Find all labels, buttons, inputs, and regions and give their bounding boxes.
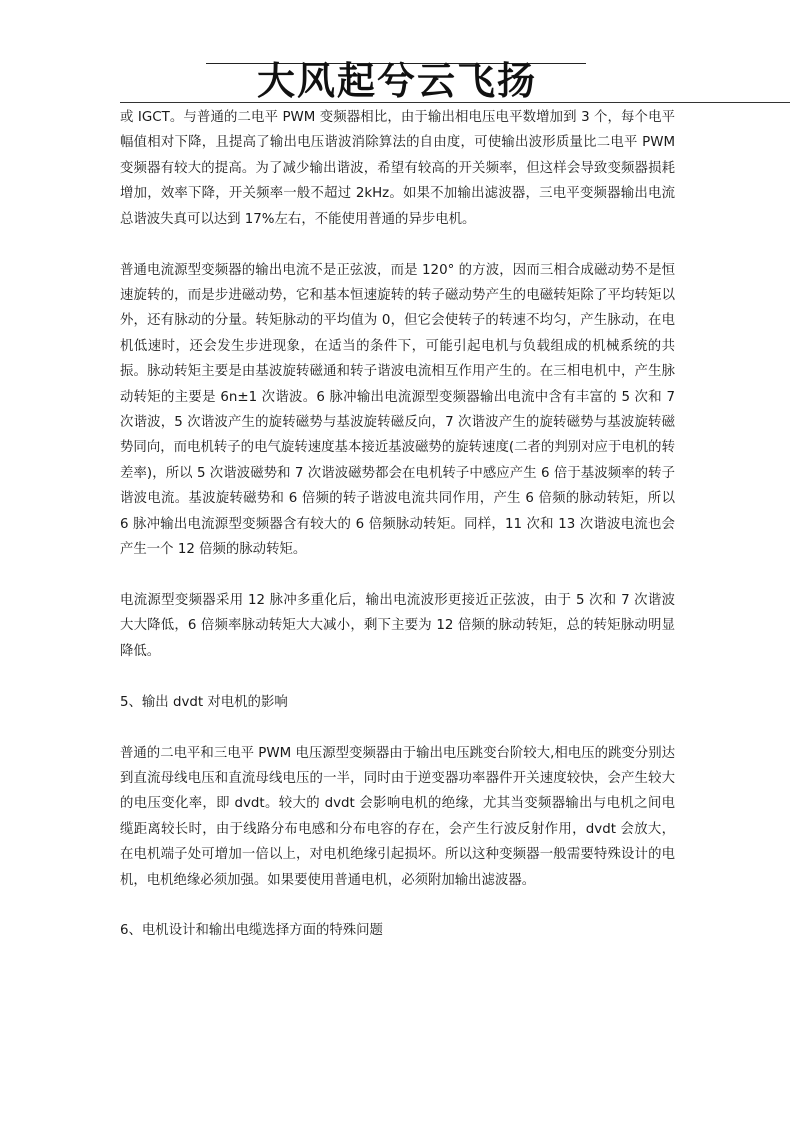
section-heading-5: 5、输出 dvdt 对电机的影响 <box>120 694 288 710</box>
document-body <box>120 105 675 944</box>
paragraph-igct: 或 IGCT。与普通的二电平 PWM 变频器相比，由于输出相电压电平数增加到 3 个，每个电平幅值相对下降，且提高了输出电压谐波消除算法的自由度，可使输出波形质量比二电平 PWM 变频器有较大的提高。为了减少输出谐波，希望有较高的开关频率，但这样会导致变频器损耗增加，效率下降，开关频率一般不超过 2kHz。如果不加输出滤波器，三电平变频器输出电流总谐波失真可以达到 17%左右，不能使用普通的异步电机。 <box>120 110 675 227</box>
paragraph-12-pulse: 电流源型变频器采用 12 脉冲多重化后，输出电流波形更接近正弦波，由于 5 次和 7 次谐波大大降低，6 倍频率脉动转矩大大减小，剩下主要为 12 倍频的脉动转矩，总的转矩脉动明显降低。 <box>120 592 675 659</box>
section-heading-6: 6、电机设计和输出电缆选择方面的特殊问题 <box>120 923 383 939</box>
header-bottom-rule <box>120 102 790 103</box>
header-logo: 大风起兮云飞扬 <box>256 58 537 103</box>
paragraph-dvdt: 普通的二电平和三电平 PWM 电压源型变频器由于输出电压跳变台阶较大,相电压的跳变分别达到直流母线电压和直流母线电压的一半，同时由于逆变器功率器件开关速度较快，会产生较大的电压变化率，即 dvdt。较大的 dvdt 会影响电机的绝缘，尤其当变频器输出与电机之间电缆距离较长时，由于线路分布电感和分布电容的存在，会产生行波反射作用，dvdt 会放大，在电机端子处可增加一倍以上，对电机绝缘引起损坏。所以这种变频器一般需要特殊设计的电机，电机绝缘必须加强。如果要使用普通电机，必须附加输出滤波器。 <box>120 745 675 888</box>
paragraph-current-source-torque: 普通电流源型变频器的输出电流不是正弦波，而是 120° 的方波，因而三相合成磁动势不是恒速旋转的，而是步进磁动势，它和基本恒速旋转的转子磁动势产生的电磁转矩除了平均转矩以外，还有脉动的分量。转矩脉动的平均值为 0，但它会使转子的转速不均匀，产生脉动，在电机低速时，还会发生步进现象，在适当的条件下，可能引起电机与负载组成的机械系统的共振。脉动转矩主要是由基波旋转磁通和转子谐波电流相互作用产生的。在三相电机中，产生脉动转矩的主要是 6n±1 次谐波。6 脉冲输出电流源型变频器输出电流中含有丰富的 5 次和 7 次谐波，5 次谐波产生的旋转磁势与基波旋转磁反向，7 次谐波产生的旋转磁势与基波旋转磁势同向，而电机转子的电气旋转速度基本接近基波磁势的旋转速度(二者的判别对应于电机的转差率)，所以 5 次谐波磁势和 7 次谐波磁势都会在电机转子中感应产生 6 倍于基波频率的转子谐波电流。基波旋转磁势和 6 倍频的转子谐波电流共同作用，产生 6 倍频的脉动转矩，所以 6 脉冲输出电流源型变频器含有较大的 6 倍频脉动转矩。同样，11 次和 13 次谐波电流也会产生一个 12 倍频的脉动转矩。 <box>120 262 675 557</box>
